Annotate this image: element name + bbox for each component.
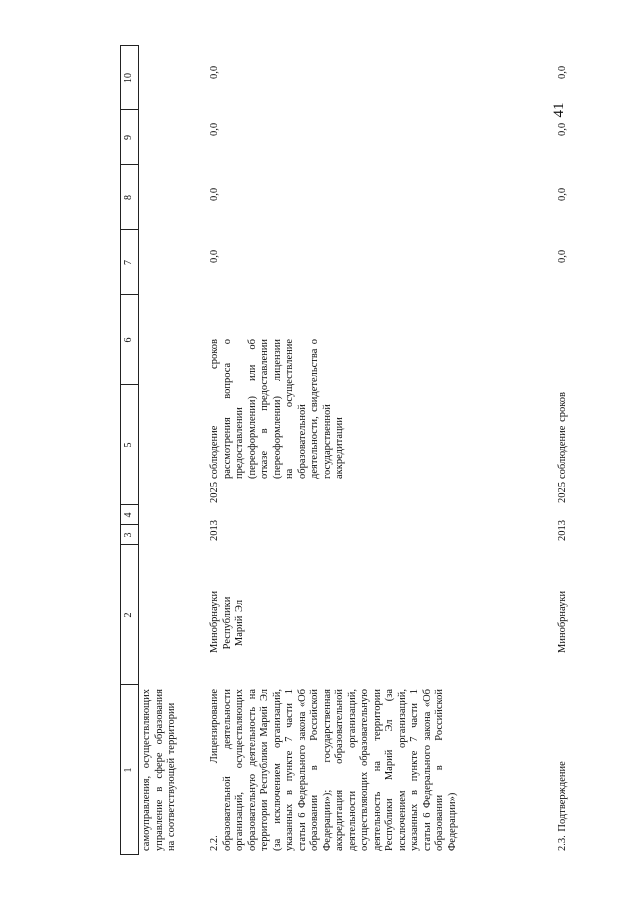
table-cell: 0,0 (557, 65, 568, 79)
table-cell: соблюдение сроков (557, 391, 568, 479)
column-header: 10 (123, 73, 134, 83)
table-cell: 2.2. Лицензирование образовательной деятельности организаций, осуществляющих образовательную деятельность на территории Республики Марий Эл (за исключением организаций, указанных в пункте 7 части 1 статьи 6 Федерального закона «Об образовании в Российской Федерации»); государственная аккредитация образовательной деятельности организаций, осуществляющих образовательную деятельность на территории Республики Марий Эл (за исключением организаций, указанных в пункте 7 части 1 статьи 6 Федерального закона «Об образовании в Российской Федерации») (209, 689, 458, 851)
column-header: 1 (123, 767, 134, 773)
table-cell: соблюдение сроков рассмотрения вопроса о предоставлении (переоформлении) или об отказе в предоставлении (переоформлении) лицензии на осуществление образовательной деятельности, свидетельства о государственной аккредитации (209, 339, 345, 479)
header-bottom-rule (138, 45, 139, 855)
column-header: 7 (123, 260, 134, 265)
column-header: 4 (123, 512, 134, 518)
table-cell: 2.3. Подтверждение (557, 761, 568, 851)
page-number: 41 (551, 102, 567, 118)
column-header: 9 (123, 135, 134, 140)
table-cell: Минобрнауки Республики Марий Эл (209, 590, 245, 653)
table-cell: 0,0 (557, 249, 568, 263)
table-top-rule (120, 45, 121, 855)
table-cell: 0,0 (557, 122, 568, 136)
column-header: 8 (123, 195, 134, 200)
table-cell: 0,0 (209, 122, 220, 136)
table-cell: самоуправления, осуществляющих управление в сфере образования на соответствующей территории (141, 689, 177, 851)
column-header: 5 (123, 442, 134, 448)
column-header: 2 (123, 612, 134, 618)
column-header: 6 (123, 337, 134, 343)
column-header: 3 (123, 532, 134, 538)
table-cell: 2025 (209, 482, 220, 503)
table-cell: 0,0 (557, 187, 568, 201)
table-cell: 0,0 (209, 249, 220, 263)
table-cell: Минобрнауки (557, 590, 568, 653)
table-cell: 2025 (557, 482, 568, 503)
table-cell: 2013 (209, 520, 220, 541)
table-cell: 0,0 (209, 187, 220, 201)
data-table (120, 45, 610, 855)
table-cell: 2013 (557, 520, 568, 541)
table-cell: 0,0 (209, 65, 220, 79)
